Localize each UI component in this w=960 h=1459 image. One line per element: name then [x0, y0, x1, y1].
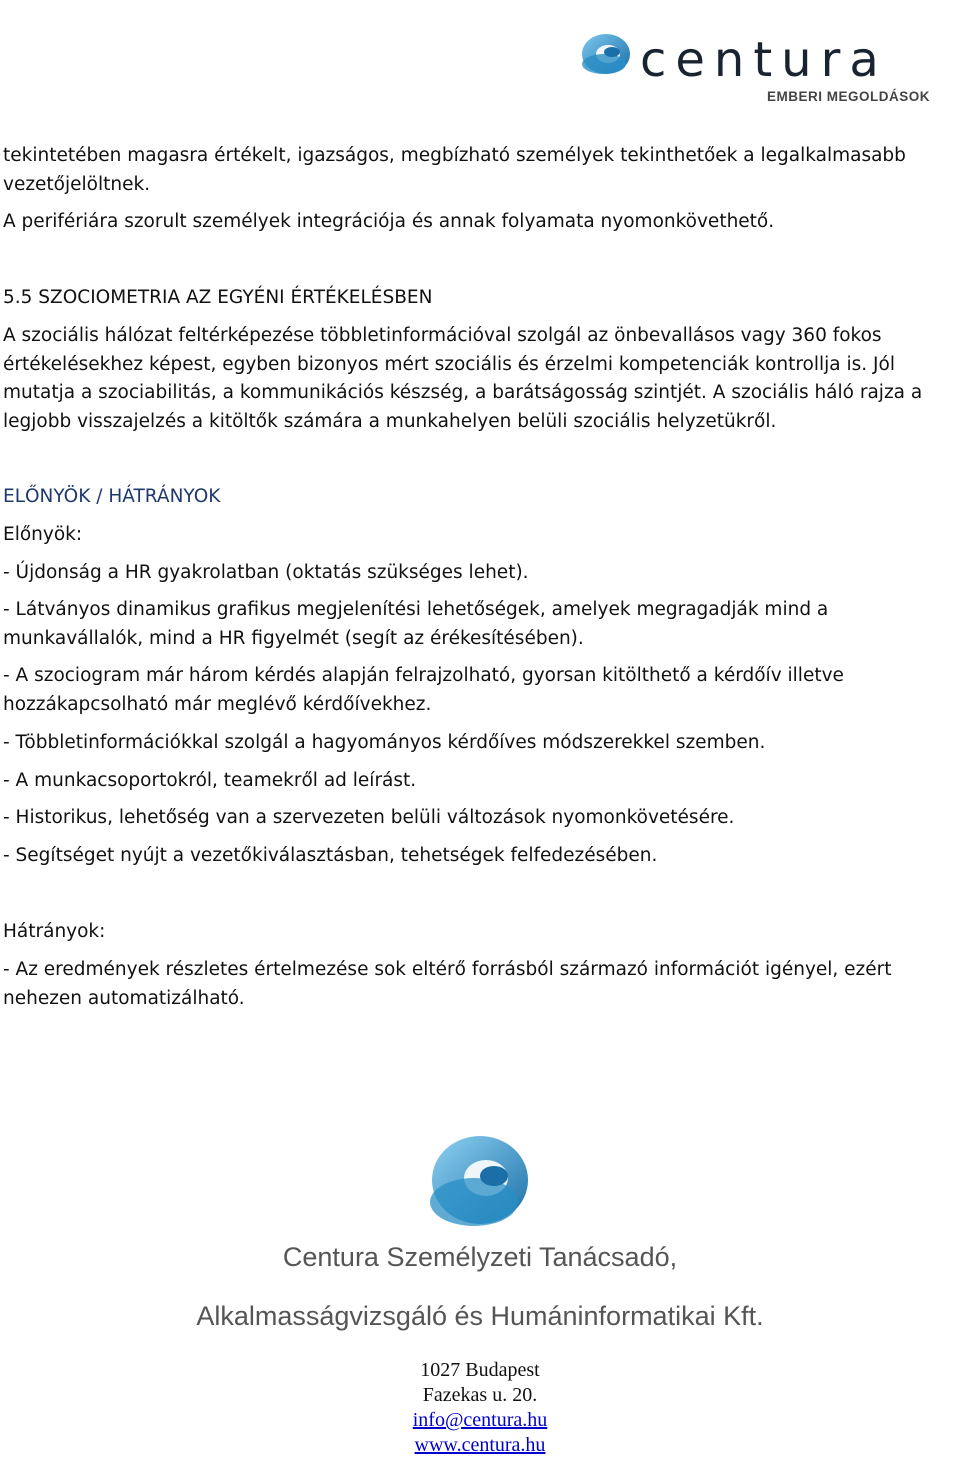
paragraph-1: tekintetében magasra értékelt, igazságos, megbízható személyek tekinthetőek a legalkalmasabb vezetőjelöltnek.	[3, 145, 906, 195]
pros-item: - Látványos dinamikus grafikus megjelenítési lehetőségek, amelyek megragadják mind a munkavállalók, mind a HR figyelmét (segít az érékesítésében).	[3, 599, 829, 649]
pros-item: - Újdonság a HR gyakrolatban (oktatás szükséges lehet).	[3, 562, 529, 583]
paragraph-3: A szociális hálózat feltérképezése többletinformációval szolgál az önbevallásos vagy 360 fokos értékelésekhez képest, egyben bizonyos mért szociális és érzelmi kompetenciák kontrollja is. Jól mutatja a szociabilitás, a kommunikációs készség, a barátságosság szintjét. A szociális háló rajza a legjobb visszajelzés a kitöltők számára a munkahelyen belüli szociális helyzetükről.	[3, 325, 923, 432]
pros-label: Előnyök:	[3, 524, 83, 545]
pros-item: - A szociogram már három kérdés alapján felrajzolható, gyorsan kitölthető a kérdőív illetve hozzákapcsolható már meglévő kérdőívekhez.	[3, 665, 844, 715]
pros-cons-heading: ELŐNYÖK / HÁTRÁNYOK	[3, 486, 221, 507]
paragraph-2: A perifériára szorult személyek integrációja és annak folyamata nyomonkövethető.	[3, 211, 775, 232]
centura-logo-icon	[424, 1128, 538, 1240]
section-heading: 5.5 SZOCIOMETRIA AZ EGYÉNI ÉRTÉKELÉSBEN	[3, 287, 433, 308]
header-logo	[578, 24, 638, 86]
company-name-line2: Alkalmasságvizsgáló és Humáninformatikai Kft.	[196, 1301, 764, 1331]
footer-logo	[424, 1128, 538, 1240]
email-link[interactable]: info@centura.hu	[412, 1409, 548, 1431]
pros-item: - Többletinformációkkal szolgál a hagyományos kérdőíves módszerekkel szemben.	[3, 732, 766, 753]
website-link[interactable]: www.centura.hu	[414, 1434, 546, 1456]
address-line1: 1027 Budapest	[420, 1359, 540, 1381]
pros-item: - A munkacsoportokról, teamekről ad leírást.	[3, 770, 417, 791]
cons-label: Hátrányok:	[3, 921, 106, 942]
pros-item: - Historikus, lehetőség van a szervezeten belüli változások nyomonkövetésére.	[3, 807, 735, 828]
pros-item: - Segítséget nyújt a vezetőkiválasztásban, tehetségek felfedezésében.	[3, 845, 658, 866]
centura-logo-icon	[578, 24, 638, 86]
company-name-line1: Centura Személyzeti Tanácsadó,	[282, 1242, 678, 1272]
brand-tagline: EMBERI MEGOLDÁSOK	[767, 89, 931, 104]
cons-item: - Az eredmények részletes értelmezése sok eltérő forrásból származó információt igényel, ezért nehezen automatizálható.	[3, 959, 892, 1009]
address-line2: Fazekas u. 20.	[422, 1384, 538, 1406]
brand-name: centura	[640, 32, 888, 88]
